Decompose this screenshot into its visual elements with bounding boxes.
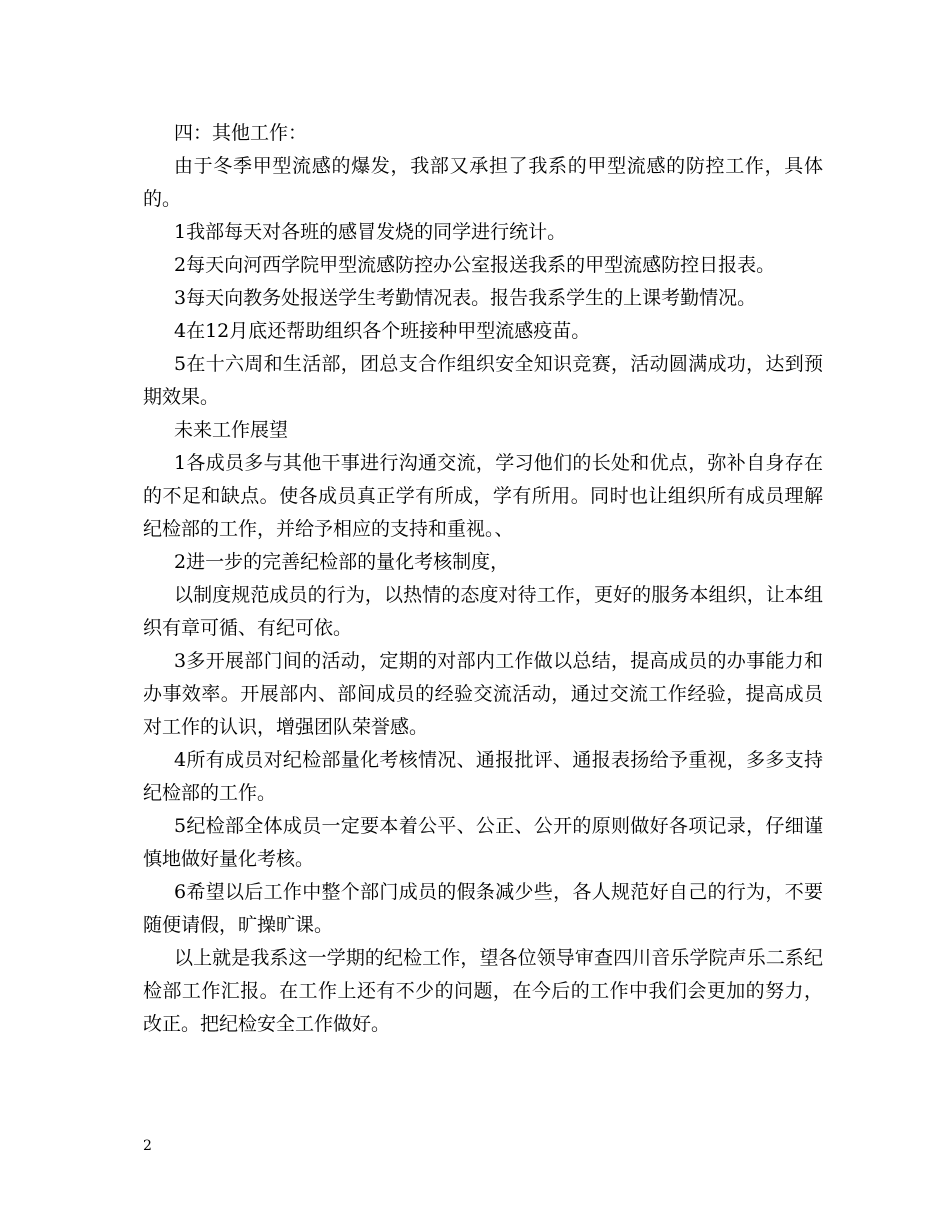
outlook-item-5: 5纪检部全体成员一定要本着公平、公正、公开的原则做好各项记录，仔细谨慎地做好量化考核。 xyxy=(143,815,823,870)
outlook-item-2-continued: 以制度规范成员的行为，以热情的态度对待工作，更好的服务本组织，让本组织有章可循、有纪可依。 xyxy=(143,584,823,639)
list-item-3: 3每天向教务处报送学生考勤情况表。报告我系学生的上课考勤情况。 xyxy=(174,287,757,309)
outlook-item-6: 6希望以后工作中整个部门成员的假条减少些，各人规范好自己的行为，不要随便请假，旷操旷课。 xyxy=(143,881,823,936)
list-item-1: 1我部每天对各班的感冒发烧的同学进行统计。 xyxy=(174,221,567,243)
document-body xyxy=(143,117,823,1041)
paragraph-flu-intro: 由于冬季甲型流感的爆发，我部又承担了我系的甲型流感的防控工作，具体的。 xyxy=(143,155,823,210)
list-item-4: 4在12月底还帮助组织各个班接种甲型流感疫苗。 xyxy=(174,320,591,342)
section-heading-other-work: 四：其他工作： xyxy=(174,122,308,144)
page-number: 2 xyxy=(143,1138,152,1154)
closing-paragraph: 以上就是我系这一学期的纪检工作，望各位领导审查四川音乐学院声乐二系纪检部工作汇报。在工作上还有不少的问题，在今后的工作中我们会更加的努力，改正。把纪检安全工作做好。 xyxy=(143,947,823,1035)
list-item-2: 2每天向河西学院甲型流感防控办公室报送我系的甲型流感防控日报表。 xyxy=(174,254,776,276)
list-item-5: 5在十六周和生活部，团总支合作组织安全知识竞赛，活动圆满成功，达到预期效果。 xyxy=(143,353,823,408)
section-heading-future-outlook: 未来工作展望 xyxy=(174,419,289,441)
outlook-item-1: 1各成员多与其他干事进行沟通交流，学习他们的长处和优点，弥补自身存在的不足和缺点。使各成员真正学有所成，学有所用。同时也让组织所有成员理解纪检部的工作，并给予相应的支持和重视。、 xyxy=(143,452,823,540)
outlook-item-3: 3多开展部门间的活动，定期的对部内工作做以总结，提高成员的办事能力和办事效率。开展部内、部间成员的经验交流活动，通过交流工作经验，提高成员对工作的认识，增强团队荣誉感。 xyxy=(143,650,823,738)
outlook-item-4: 4所有成员对纪检部量化考核情况、通报批评、通报表扬给予重视，多多支持纪检部的工作。 xyxy=(143,749,823,804)
outlook-item-2: 2进一步的完善纪检部的量化考核制度， xyxy=(174,551,510,573)
